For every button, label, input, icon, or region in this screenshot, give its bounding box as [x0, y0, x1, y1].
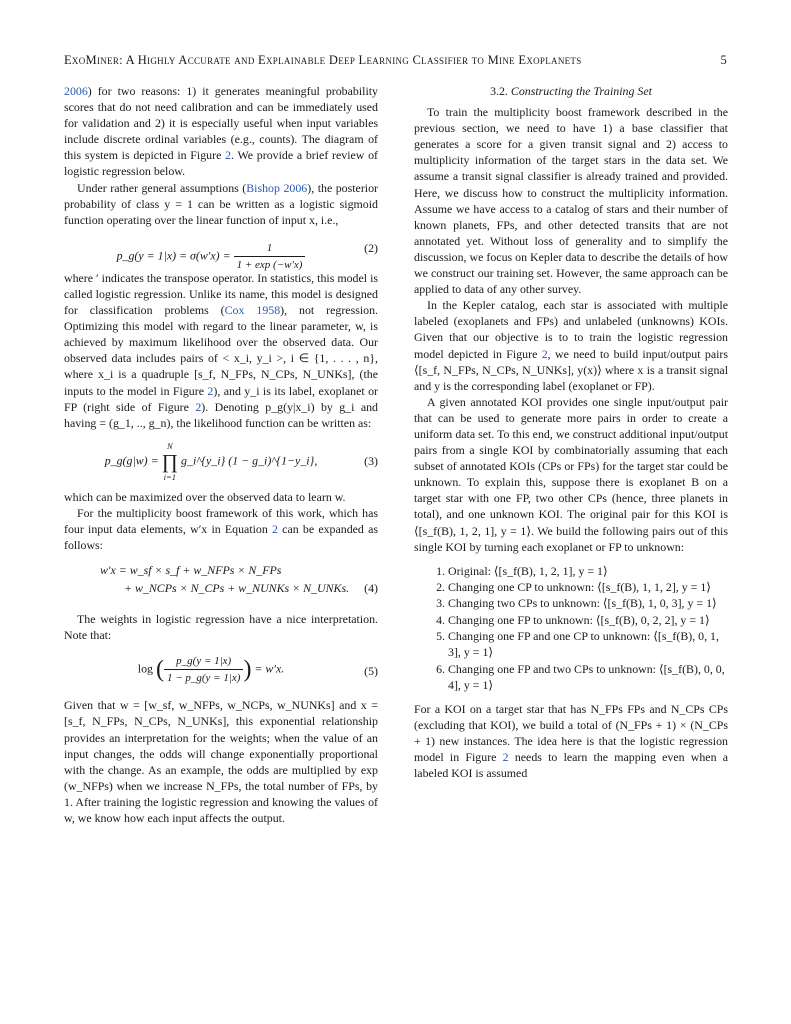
- equation-number: (5): [364, 664, 378, 679]
- list-item: 4. Changing one FP to unknown: ⟨[s_f(B), 0, 2, 2], y = 1⟩: [448, 612, 728, 628]
- subsection-heading: 3.2. Constructing the Training Set: [490, 84, 652, 98]
- equation-5: log ( $\frac{p\_g(y = 1|x)}{1 - p\_g(y = 1|x)}$ ) = w′x. (5): [137, 655, 378, 685]
- page-number: 5: [720, 53, 727, 67]
- left-column: [64, 83, 378, 826]
- list-item: 6. Changing one FP and two CPs to unknown: ⟨[s_f(B), 0, 0, 4], y = 1⟩: [448, 661, 728, 694]
- citation-link[interactable]: 2006: [64, 84, 88, 98]
- equation-3: p_g(g|w) = N ∏ i=1 g_i^{y_i} (1 − g_i)^{1−y_i}, (3): [104, 440, 378, 482]
- figure-link[interactable]: 2: [225, 148, 232, 163]
- citation-link[interactable]: Cox 1958: [224, 303, 281, 318]
- list-item: 1. Original: ⟨[s_f(B), 1, 2, 1], y = 1⟩: [448, 563, 728, 579]
- paragraph: For the multiplicity boost framework of this work, which has four input data elements, w′x in Equation 2 can be expanded as follows:: [64, 505, 378, 553]
- equation-number: (4): [364, 581, 378, 596]
- pair-list: [414, 563, 728, 693]
- paragraph: Given that w = [w_sf, w_NFPs, w_NCPs, w_NUNKs] and x = [s_f, N_FPs, N_CPs, N_UNKs], this exponential relationship provides an interpretation for the weights; when the value of an input changes, the odds will change exponentially proportional with the change. As an example, the odds are multiplied by exp (w_NFPs) when we increase N_FPs, the total number of FPs, by 1. After training the logistic regression and knowing the values of w, we know how each input affects the output.: [64, 698, 378, 825]
- figure-link[interactable]: 2: [207, 383, 214, 398]
- list-item: 3. Changing two CPs to unknown: ⟨[s_f(B), 1, 0, 3], y = 1⟩: [448, 595, 728, 611]
- paragraph: A given annotated KOI provides one single input/output pair that can be used to generate more pairs in order to create a uniform data set. To this end, we construct additional input/output pairs from a single KOI by combinatorially assuming that each subset of annotated KOIs (CPs or FPs) for the target star could be unknown. To explain this, suppose there is exoplanet B on a target star with one FP, two other CPs (hence, three planets in total), and one unknown KOI. The original pair for this KOI is ⟨[s_f(B), 1, 2, 1], y = 1⟩. We build the following pairs out of this single KOI by turning each exoplanet or FP to unknown:: [414, 394, 728, 554]
- right-column: [414, 83, 728, 782]
- paragraph: where ′ indicates the transpose operator. In statistics, this model is called logistic regression. Unlike its name, this model is designed for classification problems (Cox 1958), not regression. Optimizing this model with regard to the linear parameter, w, is achieved by maximum likelihood over the observed data. Our observed data includes pairs of < x_i, y_i >, i ∈ {1, . . . , n}, where x_i is a quadruple [s_f, N_FPs, N_CPs, N_UNKs], (the inputs to the model in Figure 2), and y_i is its label, exoplanet or FP (right side of Figure 2). Denoting p_g(y|x_i) by g_i and having = (g_1, .., g_n), the likelihood function can be written as:: [64, 270, 379, 430]
- citation-link[interactable]: Bishop 2006: [246, 180, 308, 195]
- paragraph: which can be maximized over the observed data to learn w.: [64, 489, 346, 504]
- equation-number: (3): [364, 453, 378, 468]
- equation-2: p_g(y = 1|x) = σ(w′x) = $\frac{1}{1 + \exp (-w'x)}$ (2): [116, 240, 378, 271]
- paragraph: The weights in logistic regression have a nice interpretation. Note that:: [64, 612, 378, 643]
- paragraph: Under rather general assumptions (Bishop 2006), the posterior probability of class y = 1 can be written as a logistic sigmoid function operating over the linear function of input x, i.e.,: [64, 180, 379, 227]
- list-item: 2. Changing one CP to unknown: ⟨[s_f(B), 1, 1, 2], y = 1⟩: [448, 579, 728, 595]
- list-item: 5. Changing one FP and one CP to unknown: ⟨[s_f(B), 0, 1, 3], y = 1⟩: [448, 628, 728, 661]
- running-header: [64, 53, 727, 71]
- equation-link[interactable]: 2: [272, 521, 278, 536]
- figure-link[interactable]: 2: [541, 346, 548, 361]
- paragraph: To train the multiplicity boost framework described in the previous section, we need to have 1) a base classifier that generates a score for a given transit signal and 2) access to multiplicity information of the target stars in the data set. We assume a transit signal classifier is already trained and provided. Here, we discuss how to construct the multiplicity information. Assume we have access to a catalog of stars and their number of known planets, FPs, and other detected transits that are not annotated yet. Without loss of generality and to simplify the discussion, we focus on Kepler data to describe the details of how we construct our training set. However, the same approach can be applied to data of any other survey.: [414, 105, 728, 297]
- equation-4: w′x = w_sf × s_f + w_NFPs × N_FPs + w_NCPs × N_CPs + w_NUNKs × N_UNKs. (4): [100, 563, 378, 596]
- figure-link[interactable]: 2: [195, 399, 202, 414]
- paragraph: 2006) for two reasons: 1) it generates meaningful probability scores that do not need calibration and can be immediately used for validation and 2) it is especially useful when input variables include discrete ordinal variables (e.g., counts). The diagram of this system is depicted in Figure 2. We provide a brief review of logistic regression below.: [64, 84, 378, 179]
- paragraph: In the Kepler catalog, each star is associated with multiple labeled (exoplanets and FPs) and unlabeled (unknowns) KOIs. Given that our objective is to to train the logistic regression model depicted in Figure 2, we need to build input/output pairs ⟨[s_f, N_FPs, N_CPs, N_UNKs], y(x)⟩ where x is a transit signal and y is the corresponding label (exoplanet or FP).: [414, 298, 728, 393]
- equation-number: (2): [364, 240, 378, 255]
- running-title: ExoMiner: A Highly Accurate and Explainable Deep Learning Classifier to Mine Exoplanets: [64, 53, 582, 67]
- paragraph: For a KOI on a target star that has N_FPs FPs and N_CPs CPs (excluding that KOI), we build a total of (N_FPs + 1) × (N_CPs + 1) new instances. The idea here is that the logistic regression model in Figure 2 needs to learn the mapping even when a labeled KOI is assumed: [414, 702, 729, 781]
- figure-link[interactable]: 2: [502, 750, 509, 765]
